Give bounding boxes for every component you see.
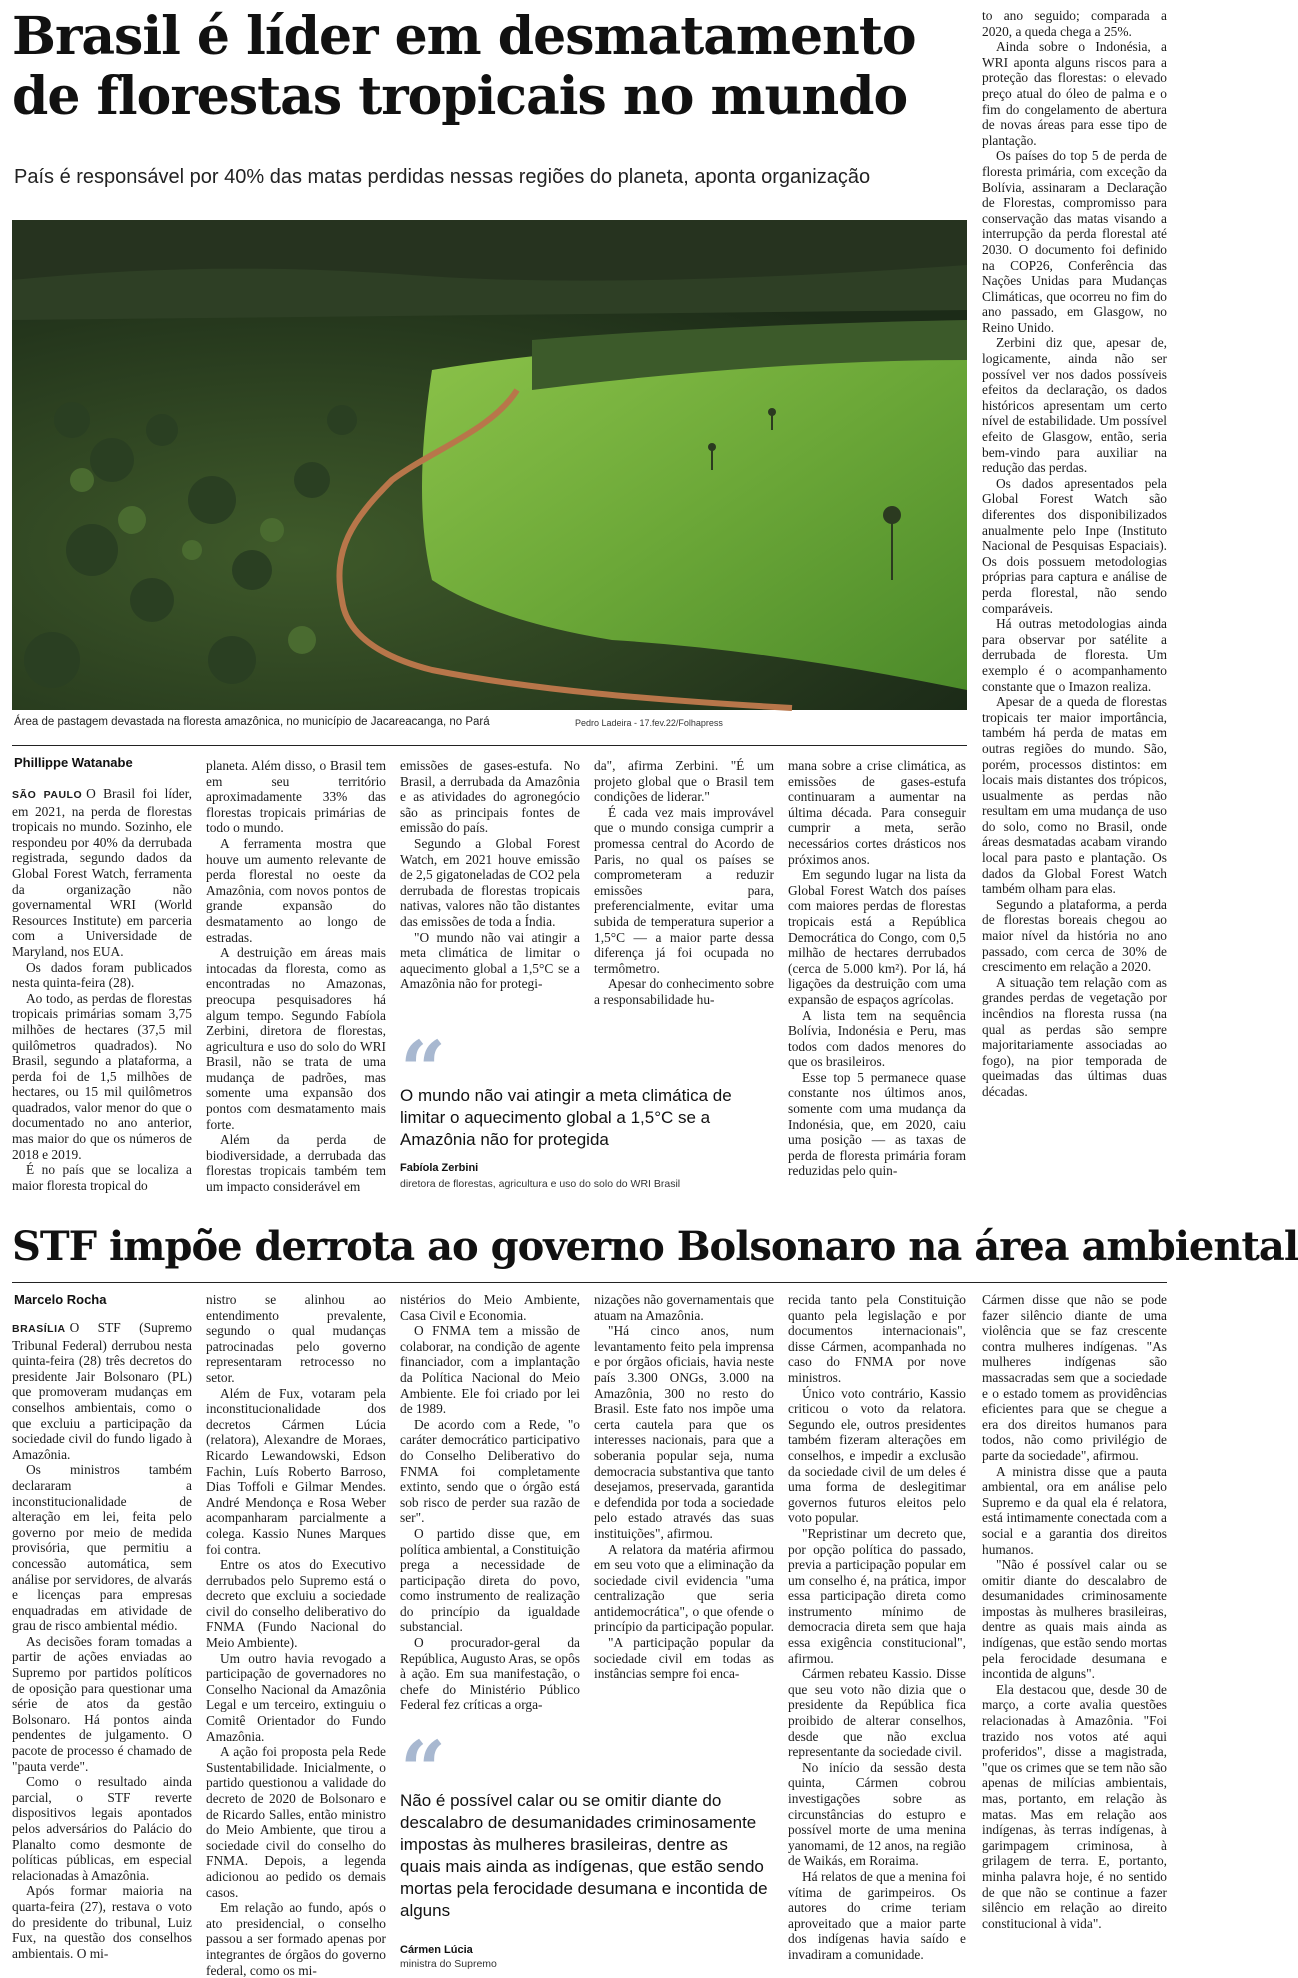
article2-column-2 <box>206 1292 386 1978</box>
quote-mark-icon: “ <box>400 1023 447 1117</box>
article2-col2-paragraph: Entre os atos do Executivo derrubados pelo Supremo está o decreto que excluiu a sociedade civil do conselho deliberativo do FNMA (Fundo Nacional do Meio Ambiente). <box>206 1557 386 1651</box>
article1-col3-paragraph: Segundo a Global Forest Watch, em 2021 houve emissão de 2,5 gigatoneladas de CO2 pela derrubada de florestas tropicais nativas, valores não tão distantes das emissões de toda a Índia. <box>400 835 580 929</box>
article1-col4-paragraph: Apesar do conhecimento sobre a responsabilidade hu- <box>594 976 774 1007</box>
article2-col4-paragraph: "A participação popular da sociedade civil em todas as instâncias sempre foi enca- <box>594 1635 774 1682</box>
article1-col3-paragraph: "O mundo não vai atingir a meta climática de limitar o aquecimento global a 1,5°C se a Amazônia não for protegi- <box>400 929 580 992</box>
article2-column-1 <box>12 1320 192 1970</box>
article1-col5-paragraph: Em segundo lugar na lista da Global Forest Watch dos países com maiores perdas de florestas tropicais está a República Democrática do Congo, com 0,5 milhão de hectares derrubados (cerca de 5.000 km²). Por lá, há ligações da destruição com uma expansão de espaços agrícolas. <box>788 867 966 1007</box>
article1-col2-paragraph: planeta. Além disso, o Brasil tem em seu território aproximadamente 33% das florestas tropicais primárias de todo o mundo. <box>206 758 386 836</box>
article1-col6-paragraph: Apesar de a queda de florestas tropicais ter maior importância, também há perda de matas em outras regiões do mundo. São, porém, processos distintos: em locais mais distantes dos trópicos, usualmente as perdas não resultam em uma mudança de uso do solo, como no Brasil, onde áreas desmatadas acabam virando local para pasto e plantação. Os dados da Global Forest Watch também olham para elas. <box>982 694 1167 897</box>
article1-col1-paragraph: Os dados foram publicados nesta quinta-feira (28). <box>12 959 192 991</box>
article2-column-3 <box>400 1292 581 1713</box>
article1-col6-paragraph: Os dados apresentados pela Global Forest Watch são diferentes dos disponibilizados anualmente pelo Inpe (Instituto Nacional de Pesquisas Espaciais). Os dois possuem metodologias próprias para captura e análise de perda florestal, não sendo comparáveis. <box>982 475 1167 616</box>
article1-col6-paragraph: Segundo a plataforma, a perda de florestas boreais chegou ao maior nível da história no ano passado, com cerca de 30% de crescimento em relação a 2020. <box>982 896 1167 975</box>
article1-col2-paragraph: A destruição em áreas mais intocadas da floresta, como as encontradas no Amazonas, preocupa pesquisadores há algum tempo. Segundo Fabíola Zerbini, diretora de florestas, agricultura e uso do solo do WRI Brasil, não se trata de uma mudança de padrões, mas somente uma expansão dos pontos com desmatamento mais forte. <box>206 945 386 1132</box>
article2-col1-paragraph: Como o resultado ainda parcial, o STF reverte dispositivos legais apontados pelos adversários do Palácio do Planalto como desmonte de políticas públicas, em especial relacionadas à Amazônia. <box>12 1774 192 1883</box>
article1-dateline: SÃO PAULO <box>12 789 83 801</box>
article1-column-1 <box>12 786 192 1196</box>
article2-col3-paragraph: De acordo com a Rede, "o caráter democrático participativo do Conselho Deliberativo do FNMA foi completamente extinto, sendo que o órgão está sob risco de perder sua razão de ser". <box>400 1416 580 1526</box>
article2-col2-paragraph: Além de Fux, votaram pela inconstitucionalidade dos decretos Cármen Lúcia (relatora), Alexandre de Moraes, Ricardo Lewandowski, Edson Fachin, Luís Roberto Barroso, Dias Toffoli e Gilmar Mendes. André Mendonça e Rosa Weber acompanharam parcialmente a colega. Kassio Nunes Marques foi contra. <box>206 1385 386 1557</box>
article2-column-6 <box>982 1292 1167 1970</box>
article2-col1-paragraph: Os ministros também declararam a inconstitucionalidade de alteração em lei, feita pelo governo por meio de medida provisória, que permitiu a concessão automática, sem análise por servidores, de alvarás e licenças para empresas enquadradas em atividade de grau de risco ambiental médio. <box>12 1462 192 1634</box>
article1-col5-paragraph: A lista tem na sequência Bolívia, Indonésia e Peru, mas todos com dados menores do que os brasileiros. <box>788 1007 966 1070</box>
article1-quote-role: diretora de florestas, agricultura e uso do solo do WRI Brasil <box>400 1178 681 1190</box>
article1-byline: Phillippe Watanabe <box>14 755 133 770</box>
quote-mark-icon: “ <box>400 1723 447 1817</box>
photo-caption: Área de pastagem devastada na floresta amazônica, no município de Jacareacanga, no Pará <box>14 716 490 728</box>
article1-column-4 <box>594 758 774 1010</box>
article2-col6-paragraph: Cármen disse que não se pode fazer silêncio diante de uma violência que se faz crescente contra mulheres indígenas. "As mulheres indígenas são massacradas sem que a sociedade e o estado tomem as providências eficientes para que se chegue a era dos direitos humanos para todos, não como privilégio de parte da sociedade", afirmou. <box>982 1292 1167 1463</box>
article2-col2-paragraph: A ação foi proposta pela Rede Sustentabilidade. Inicialmente, o partido questionou a validade do decreto de 2020 de Bolsonaro e de Ricardo Salles, então ministro do Meio Ambiente, que tirou a sociedade civil do conselho do FNMA. Depois, a legenda adicionou ao pedido os demais casos. <box>206 1744 386 1900</box>
article2-col6-paragraph: A ministra disse que a pauta ambiental, ora em análise pelo Supremo e da qual ela é relatora, está intimamente conectada com a social e a garantia dos direitos humanos. <box>982 1463 1167 1557</box>
article2-byline: Marcelo Rocha <box>14 1292 107 1307</box>
article1-col5-paragraph: mana sobre a crise climática, as emissões de gases-estufa continuaram a aumentar na última década. Para conseguir cumprir a meta, serão necessários cortes drásticos nos próximos anos. <box>788 758 966 867</box>
article1-column-6 <box>982 8 1167 1198</box>
article2-col6-paragraph: "Não é possível calar ou se omitir diante do descalabro de desumanidades criminosamente impostas às mulheres brasileiras, dentre as quais mais ainda as indígenas, que estão sendo mortas pela ferocidade desumana e incontida de alguns". <box>982 1557 1167 1682</box>
deforestation-photo-image <box>12 220 967 710</box>
article2-quote-author: Cármen Lúcia <box>400 1944 473 1956</box>
headline-article1-line2: de florestas tropicais no mundo <box>12 66 908 127</box>
article2-col3-paragraph: nistérios do Meio Ambiente, Casa Civil e Economia. <box>400 1292 580 1323</box>
article2-column-4 <box>594 1292 774 1710</box>
article2-col1-paragraph: Após formar maioria na quarta-feira (27), restava o voto do presidente do tribunal, Luiz Fux, na questão dos conselhos ambientais. O mi- <box>12 1883 192 1961</box>
article1-col5-paragraph: Esse top 5 permanece quase constante nos últimos anos, somente com uma mudança da Indonésia, que, em 2020, caiu uma posição — as taxas de perda de floresta primária foram reduzidas pelo quin- <box>788 1069 966 1179</box>
article2-col4-paragraph: "Há cinco anos, num levantamento feito pela imprensa e por órgãos oficiais, havia neste país 3.300 ONGs, 3.000 na Amazônia, 300 no resto do Brasil. Este fato nos impõe uma certa cautela para que os interesses nacionais, para que a soberania popular seja, numa democracia substantiva que tanto desejamos, preservada, garantida e defendida por toda a sociedade pelo estado através das suas instituições", afirmou. <box>594 1323 774 1541</box>
article2-col5-paragraph: "Repristinar um decreto que, por opção política do passado, previa a participação popular em um conselho é, na prática, impor essa participação direta como instrumento mínimo de democracia direta sem que haja essa exigência constitucional", afirmou. <box>788 1525 966 1666</box>
article2-col1-paragraph: O STF (Supremo Tribunal Federal) derrubou nesta quinta-feira (28) três decretos do presidente Jair Bolsonaro (PL) que promoveram mudanças em conselhos ambientais, como o que excluiu a participação da sociedade civil do fundo ligado à Amazônia. <box>12 1320 192 1462</box>
article2-col3-paragraph: O FNMA tem a missão de colaborar, na condição de agente financiador, com a implantação da Política Nacional do Meio Ambiente. Ele foi criado por lei de 1989. <box>400 1323 580 1417</box>
article1-col2-paragraph: Além da perda de biodiversidade, a derrubada das florestas tropicais também tem um impacto considerável em <box>206 1132 386 1195</box>
article1-quote-author: Fabíola Zerbini <box>400 1162 479 1174</box>
article2-col1-paragraph: As decisões foram tomadas a partir de ações enviadas ao Supremo por partidos políticos de oposição para questionar uma série de atos da gestão Bolsonaro. Há pontos ainda pendentes de julgamento. O pacote de processo é chamado de "pauta verde". <box>12 1633 192 1774</box>
article2-col4-paragraph: nizações não governamentais que atuam na Amazônia. <box>594 1292 774 1323</box>
article2-dateline: BRASÍLIA <box>12 1323 66 1335</box>
article1-col6-paragraph: Zerbini diz que, apesar de, logicamente, ainda não ser possível ver nos dados possíveis efeitos da declaração, os dados históricos apresentam um certo nível de estabilidade. Um possível efeito de Glasgow, então, seria bem-vindo para auxiliar na redução das perdas. <box>982 335 1167 476</box>
article1-pull-quote: O mundo não vai atingir a meta climática de limitar o aquecimento global a 1,5°C se a Amazônia não for protegida <box>400 1086 732 1149</box>
article1-col4-paragraph: da", afirma Zerbini. "É um projeto global que o Brasil tem condições de liderar." <box>594 758 774 805</box>
headline-article1-line1: Brasil é líder em desmatamento <box>12 6 916 67</box>
article2-col5-paragraph: recida tanto pela Constituição quanto pela legislação e por documentos internacionais", disse Cármen, acompanhada no caso do FNMA por nove ministros. <box>788 1292 966 1385</box>
article2-pull-quote: Não é possível calar ou se omitir diante do descalabro de desumanidades criminosamente impostas às mulheres brasileiras, dentre as quais mais ainda as indígenas, que estão sendo mortas pela ferocidade desumana e incontida de alguns <box>400 1791 768 1920</box>
article2-col3-paragraph: O partido disse que, em política ambiental, a Constituição prega a necessidade de participação direta do povo, como instrumento de realização do princípio da igualdade substancial. <box>400 1525 580 1635</box>
article2-col4-paragraph: A relatora da matéria afirmou em seu voto que a eliminação da sociedade civil evidencia "uma centralização que seria antidemocrática", o que ofende o princípio da participação popular. <box>594 1541 774 1635</box>
article2-col2-paragraph: Em relação ao fundo, após o ato presidencial, o conselho passou a ser formado apenas por integrantes de órgãos do governo federal, como os mi- <box>206 1900 386 1978</box>
article2-col5-paragraph: No início da sessão desta quinta, Cármen cobrou investigações sobre as circunstâncias do estupro e possível morte de uma menina yanomami, de 12 anos, na região de Waikás, em Roraima. <box>788 1759 966 1869</box>
article1-col6-paragraph: A situação tem relação com as grandes perdas de vegetação por incêndios na floresta russa (na qual as perdas são sempre majoritariamente associadas ao fogo), na pior temporada de queimadas das últimas duas décadas. <box>982 974 1167 1099</box>
article2-top-rule <box>12 1282 1167 1283</box>
article2-col3-paragraph: O procurador-geral da República, Augusto Aras, se opôs à ação. Em sua manifestação, o chefe do Ministério Público Federal fez críticas a orga- <box>400 1635 581 1713</box>
article2-col6-paragraph: Ela destacou que, desde 30 de março, a corte avalia questões relacionadas à Amazônia. "Foi trazido nos votos até aqui proferidos", disse a magistrada, "que os crimes que se tem não são apenas de milícias ambientais, mas, portanto, em relação às matas. Mas em relação aos indígenas, às terras indígenas, à garimpagem criminosa, à grilagem de terra. E, portanto, minha palavra hoje, é no sentido de que não se continue a fazer silêncio em relação ao direito constitucional à vida". <box>982 1681 1167 1931</box>
photo-credit: Pedro Ladeira - 17.fev.22/Folhapress <box>575 718 723 728</box>
headline-article2: STF impõe derrota ao governo Bolsonaro na área ambiental <box>12 1223 1298 1270</box>
article2-col5-paragraph: Há relatos de que a menina foi vítima de garimpeiros. Os autores do crime teriam aproveitado que a maior parte dos indígenas havia saído e invadiram a comunidade. <box>788 1868 966 1962</box>
article2-col2-paragraph: nistro se alinhou ao entendimento prevalente, segundo o qual mudanças patrocinadas pelo governo representaram retrocesso no setor. <box>206 1292 386 1385</box>
article1-col3-paragraph: emissões de gases-estufa. No Brasil, a derrubada da Amazônia e as atividades do agronegócio são as principais fontes de emissão do país. <box>400 758 580 836</box>
article1-col2-paragraph: A ferramenta mostra que houve um aumento relevante de perda florestal no oeste da Amazônia, com novos pontos de grande expansão do desmatamento ao longo de estradas. <box>206 835 386 945</box>
article1-column-3 <box>400 758 580 1010</box>
article1-col6-paragraph: Os países do top 5 de perda de floresta primária, com exceção da Bolívia, assinaram a Declaração de Florestas, compromisso para conservação das matas visando a interrupção da perda florestal até 2030. O documento foi definido na COP26, Conferência das Nações Unidas para Mudanças Climáticas, que ocorreu no fim do ano passado, em Glasgow, no Reino Unido. <box>982 148 1167 335</box>
article1-col4-paragraph: É cada vez mais improvável que o mundo consiga cumprir a promessa central do Acordo de Paris, no qual os países se comprometeram a reduzir emissões para, preferencialmente, evitar uma subida de temperatura superior a 1,5°C — a maior parte dessa diferença já foi ocupada no termômetro. <box>594 804 774 976</box>
article1-col6-paragraph: Ainda sobre o Indonésia, a WRI aponta alguns riscos para a proteção das florestas: o elevado preço atual do óleo de palma e o fim do congelamento de abertura de novas áreas para esse tipo de plantação. <box>982 39 1167 148</box>
article1-top-rule <box>12 745 967 746</box>
article1-col6-paragraph: Há outras metodologias ainda para observar por satélite a derrubada de floresta. Um exemplo é o acompanhamento constante que o Imazon realiza. <box>982 616 1167 694</box>
article2-column-5 <box>788 1292 966 1970</box>
article1-column-5 <box>788 758 966 1198</box>
article2-col2-paragraph: Um outro havia revogado a participação de governadores no Conselho Nacional da Amazônia Legal e um terceiro, extinguiu o Comitê Orientador do Fundo Amazônia. <box>206 1650 386 1744</box>
article2-col5-paragraph: Cármen rebateu Kassio. Disse que seu voto não dizia que o presidente da República fica proibido de alterar conselhos, desde que não exclua representante da sociedade civil. <box>788 1666 966 1760</box>
article1-col6-paragraph: to ano seguido; comparada a 2020, a queda chega a 25%. <box>982 8 1167 39</box>
article1-col1-paragraph: Ao todo, as perdas de florestas tropicais primárias somam 3,75 milhões de hectares (37,5 mil quilômetros quadrados). No Brasil, segundo a plataforma, a perda foi de 1,5 milhões de hectares, ou 15 mil quilômetros quadrados, valor menor do que o documentado no ano anterior, mas maior do que os números de 2018 e 2019. <box>12 990 192 1162</box>
article2-col5-paragraph: Único voto contrário, Kassio criticou o voto da relatora. Segundo ele, outros presidentes também fizeram alterações em conselhos, e impedir a exclusão da sociedade civil de um deles é uma forma de deslegitimar governos futuros eleitos pelo voto popular. <box>788 1385 966 1526</box>
deforestation-photo <box>12 220 967 710</box>
article2-quote-role: ministra do Supremo <box>400 1958 497 1970</box>
subheadline-article1: País é responsável por 40% das matas perdidas nessas regiões do planeta, aponta organização <box>14 166 871 188</box>
article1-column-2 <box>206 758 386 1198</box>
article1-col1-paragraph: O Brasil foi líder, em 2021, na perda de florestas tropicais no mundo. Sozinho, ele respondeu por 40% da derrubada registrada, segundo dados da Global Forest Watch, ferramenta da organização não governamental WRI (World Resources Institute) em parceria com a Universidade de Maryland, nos EUA. <box>12 786 192 959</box>
article1-col1-paragraph: É no país que se localiza a maior floresta tropical do <box>12 1162 192 1193</box>
